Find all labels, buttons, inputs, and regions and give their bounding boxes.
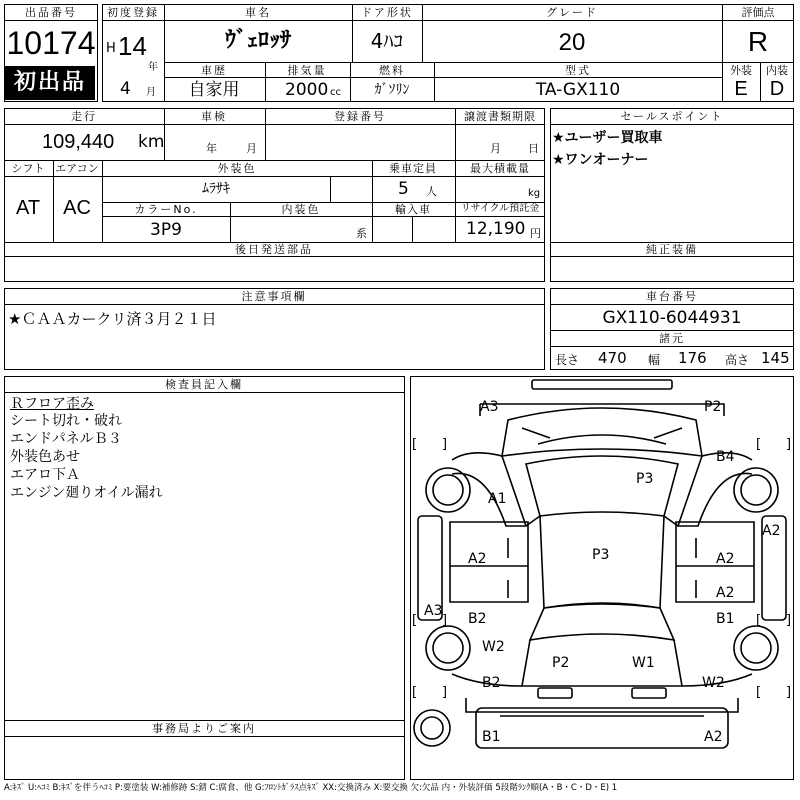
fuel-label: 燃料 xyxy=(379,64,405,77)
mark-p2-top: P2 xyxy=(704,399,722,415)
svg-text:]: ] xyxy=(786,685,792,700)
sales-point-2: ★ワンオーナー xyxy=(552,152,649,168)
score: R xyxy=(747,26,769,57)
color: ﾑﾗｻｷ xyxy=(202,181,230,197)
mark-w1: W1 xyxy=(632,655,655,671)
exterior-grade: E xyxy=(734,78,748,100)
mark-a2-right-lower: A2 xyxy=(716,585,735,601)
ac-label: エアコン xyxy=(55,162,99,175)
svg-text:]: ] xyxy=(442,685,448,700)
mark-a2-left: A2 xyxy=(468,551,487,567)
caution-label: 注意事項欄 xyxy=(241,290,307,303)
mark-w2-right: W2 xyxy=(702,675,725,691)
capacity-unit: 人 xyxy=(426,185,437,198)
intcolor-unit: 系 xyxy=(356,227,367,240)
mark-a2-bottom: A2 xyxy=(704,729,723,745)
mark-w2-left: W2 xyxy=(482,639,505,655)
height: 145 xyxy=(761,349,790,367)
mileage: 109,440 xyxy=(42,131,115,153)
mark-b1-bottom: B1 xyxy=(482,729,501,745)
inspector-line-6: エンジン廻りオイル漏れ xyxy=(10,485,163,501)
width-label: 幅 xyxy=(648,353,661,367)
svg-text:]: ] xyxy=(786,437,792,452)
mark-a3-left: A3 xyxy=(424,603,443,619)
load-unit: kg xyxy=(528,188,541,199)
mark-p3-center: P3 xyxy=(592,547,610,563)
lot-number: 10174 xyxy=(6,25,96,61)
door-type: 4ﾊｺ xyxy=(370,29,404,53)
reg-year-unit: 年 xyxy=(148,62,158,73)
svg-text:[: [ xyxy=(756,613,762,628)
shift: AT xyxy=(15,197,41,219)
era: H xyxy=(106,41,116,56)
recycle-unit: 円 xyxy=(530,227,541,240)
inspection-month-unit: 月 xyxy=(246,142,257,155)
history-label: 車歴 xyxy=(201,64,227,77)
length: 470 xyxy=(598,349,627,367)
shift-label: シフト xyxy=(11,162,45,175)
svg-text:[: [ xyxy=(412,437,418,452)
grade-label: グレード xyxy=(546,6,598,19)
width: 176 xyxy=(678,349,707,367)
svg-text:]: ] xyxy=(786,613,792,628)
mark-b1-right: B1 xyxy=(716,611,735,627)
height-label: 高さ xyxy=(725,353,750,367)
mark-b2-left: B2 xyxy=(468,611,487,627)
length-label: 長さ xyxy=(555,353,580,367)
mileage-unit: km xyxy=(138,132,165,152)
mark-a2-right: A2 xyxy=(716,551,735,567)
dims-label: 諸元 xyxy=(659,332,685,345)
first-listing-badge: 初出品 xyxy=(5,66,95,100)
history: 自家用 xyxy=(188,80,240,100)
capacity: 5 xyxy=(398,179,409,199)
recycle: 12,190 xyxy=(466,219,526,239)
mileage-label: 走行 xyxy=(71,110,97,123)
svg-text:]: ] xyxy=(442,437,448,452)
colorno-label: カラーNo. xyxy=(134,203,198,216)
chassis-number: GX110-6044931 xyxy=(602,308,742,328)
reg-month-unit: 月 xyxy=(146,87,156,98)
mark-a1: A1 xyxy=(488,491,507,507)
genuine-label: 純正装備 xyxy=(646,243,698,256)
transfer-month-unit: 月 xyxy=(490,142,501,155)
svg-text:[: [ xyxy=(412,685,418,700)
transfer-day-unit: 日 xyxy=(528,142,539,155)
ac: AC xyxy=(63,197,91,219)
model: TA-GX110 xyxy=(535,80,621,100)
displacement: 2000 xyxy=(285,80,329,100)
inspector-line-4: 外装色あせ xyxy=(10,449,80,465)
grade: 20 xyxy=(558,29,586,56)
inspector-line-3: エンドパネルＢ３ xyxy=(10,431,122,447)
mark-a3-top: A3 xyxy=(480,399,499,415)
svg-text:[: [ xyxy=(756,685,762,700)
office-label: 事務局よりご案内 xyxy=(152,722,256,735)
mark-p2-bottom: P2 xyxy=(552,655,570,671)
displacement-unit: cc xyxy=(330,87,341,98)
reg-label: 初度登録 xyxy=(107,6,159,19)
model-label: 型式 xyxy=(565,64,591,77)
door-label: ドア形状 xyxy=(361,6,413,19)
car-diagram xyxy=(410,376,794,780)
colorno: 3P9 xyxy=(150,220,182,240)
inspection-label: 車検 xyxy=(201,110,227,123)
regno-label: 登録番号 xyxy=(334,110,386,123)
fuel: ｶﾞｿﾘﾝ xyxy=(374,82,410,98)
mark-b4: B4 xyxy=(716,449,735,465)
interior-label: 内装 xyxy=(766,64,788,77)
inspection-year-unit: 年 xyxy=(206,142,217,155)
car-name: ｳﾞｪﾛｯｻ xyxy=(224,28,292,53)
mark-p3-upper: P3 xyxy=(636,471,654,487)
score-label: 評価点 xyxy=(741,6,775,19)
reg-year: 14 xyxy=(118,31,147,61)
transfer-label: 譲渡書類期限 xyxy=(464,110,536,123)
inspector-label: 検査員記入欄 xyxy=(165,378,243,391)
color-label: 外装色 xyxy=(217,162,257,175)
later-parts-label: 後日発送部品 xyxy=(235,243,313,256)
svg-text:[: [ xyxy=(412,613,418,628)
import-label: 輸入車 xyxy=(395,203,431,216)
caution-text: ★ＣＡＡカークリ済３月２１日 xyxy=(8,310,217,328)
mark-a2-right-edge: A2 xyxy=(762,523,781,539)
intcolor-label: 内装色 xyxy=(281,203,321,216)
capacity-label: 乗車定員 xyxy=(389,162,437,175)
car-name-label: 車名 xyxy=(245,6,271,19)
svg-text:]: ] xyxy=(442,613,448,628)
exterior-label: 外装 xyxy=(730,64,752,77)
sales-label: セールスポイント xyxy=(620,110,724,123)
svg-text:[: [ xyxy=(756,437,762,452)
chassis-label: 車台番号 xyxy=(646,290,698,303)
sales-point-1: ★ユーザー買取車 xyxy=(552,130,663,146)
legend-footer: A:ｷｽﾞ U:ﾍｺﾐ B:ｷｽﾞを伴うﾍｺﾐ P:要塗装 W:補修跡 S:錆 C:腐食、他 G:ﾌﾛﾝﾄｶﾞﾗｽ点ｷｽﾞ XX:交換済み X:要交換 欠:欠品 内・外装評価 5段階ﾗﾝｸ順(A・B・C・D・E) 1 xyxy=(4,783,618,793)
recycle-label: リサイクル預託金 xyxy=(460,203,540,214)
inspector-line-1: Ｒフロア歪み xyxy=(10,396,94,412)
interior-grade: D xyxy=(769,78,785,100)
lot-label: 出品番号 xyxy=(25,6,77,19)
inspector-line-5: エアロ下Ａ xyxy=(10,467,80,483)
load-label: 最大積載量 xyxy=(470,162,530,175)
mark-b2-lower: B2 xyxy=(482,675,501,691)
reg-month: 4 xyxy=(120,79,131,99)
inspector-line-2: シート切れ・破れ xyxy=(10,413,122,429)
displacement-label: 排気量 xyxy=(287,64,327,77)
